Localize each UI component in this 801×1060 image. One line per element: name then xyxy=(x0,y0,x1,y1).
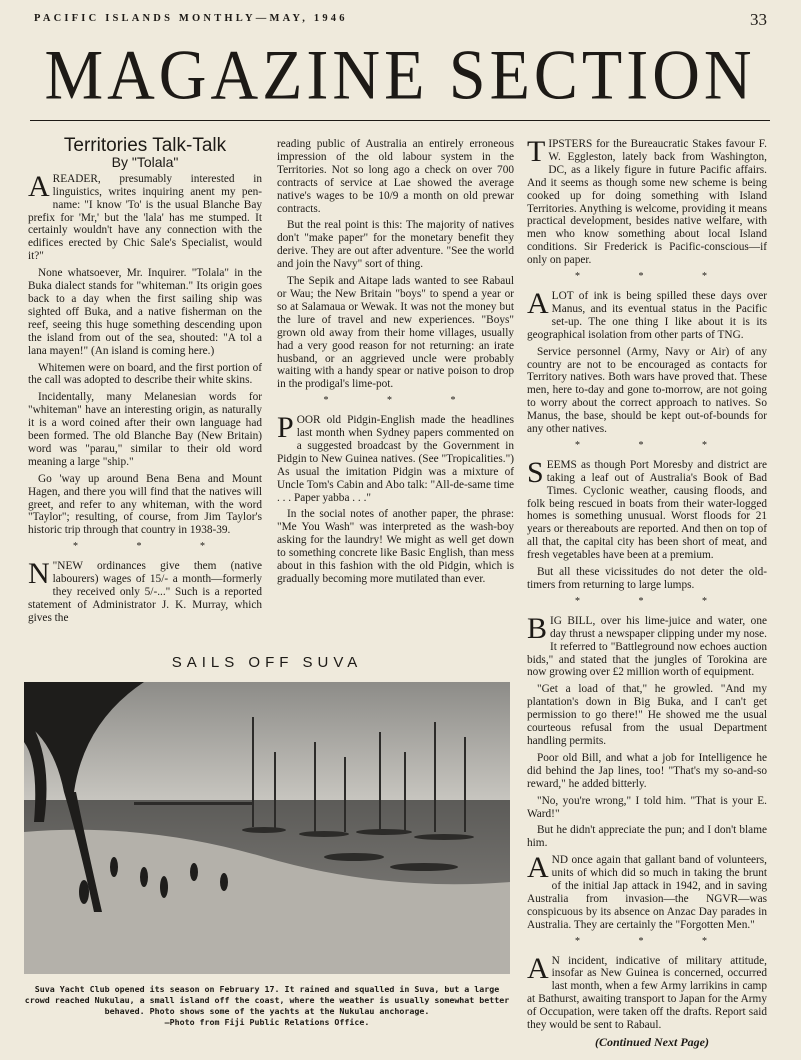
section-separator: * * * xyxy=(575,935,735,947)
paragraph: In the social notes of another paper, the phrase: "Me You Wash" was interpreted as the wash-boy asking for the laundry! We might as well get down to something concrete like Basic English, than mess about in this fashion with the old Pidgin, which is gradually becoming more mutilated than ever. xyxy=(277,508,514,585)
paragraph: But he didn't appreciate the pun; and I don't blame him. xyxy=(527,824,767,850)
paragraph: reading public of Australia an entirely erroneous impression of the old labour system in the Territories. Not so long ago a check on over 700 contracts of service at Lae showed the average native's wages to be 10/9 a month on old prewar contracts. xyxy=(277,138,514,215)
paragraph: SEEMS as though Port Moresby and district are taking a leaf out of Australia's Book of Bad Times. Cyclonic weather, causing floods, and folk being rescued in boats from their water-logged homes is something unusual. Worst floods for 21 years or thereabouts are reported. And then on top of all that, the capital city has been short of meat, and fresh vegetables have been at a premium. xyxy=(527,455,767,562)
section-separator: * * * xyxy=(323,395,484,407)
paragraph: Go 'way up around Bena Bena and Mount Hagen, and there you will find that the natives will greet, and refer to any whiteman, with the word "Taylor"; resulting, of course, from Jim Taylor's historic trip through that country in 1938-39. xyxy=(28,472,262,537)
drop-cap: A xyxy=(527,851,549,885)
section-separator: * * * xyxy=(73,541,233,553)
yachts-photo xyxy=(24,682,510,974)
drop-cap: A xyxy=(527,286,549,320)
column-2 xyxy=(277,138,514,590)
paragraph: AREADER, presumably interested in linguistics, writes inquiring anent my pen-name: "I know 'To' is the usual Blanche Bay prefix for 'Mr,' but the 'lala' has me stumped. It certainly wouldn't have any connection with the edifices erected by Chic Sale's Specialist, would it?" xyxy=(28,169,262,263)
paragraph: POOR old Pidgin-English made the headlines last month when Sydney papers commented on a suggested broadcast by the Government in Pidgin to New Guinea natives. (See "Tropicalities.") As usual the imitation Pidgin was a mixture of Uncle Tom's Cabin and Abo talk: "All-de-same time . . . Paper yabba . . ." xyxy=(277,411,514,504)
paragraph: Whitemen were on board, and the first portion of the call was adopted to describe their white skins. xyxy=(28,361,262,387)
continued-notice: (Continued Next Page) xyxy=(595,1035,709,1049)
yachts-photo-illustration xyxy=(24,682,510,974)
paragraph: TIPSTERS for the Bureaucratic Stakes favour F. W. Eggleston, lately back from Washington, DC, as a likely figure in future Pacific affairs. And it seems as though some new scheme is being cooked up for doing something with Island Territories. Anything is welcome, providing it means practical development, besides native welfare, with men who know something about local Island conditions. Sir Frederick is Pacific-conscious—if only on paper. xyxy=(527,135,767,267)
photo-caption xyxy=(24,984,510,1028)
article-title: Territories Talk-Talk xyxy=(63,135,227,156)
column-1 xyxy=(28,135,262,629)
article-byline: By "Tolala" xyxy=(111,153,179,170)
paragraph: Incidentally, many Melanesian words for "whiteman" have an interesting origin, as naturally it is a word coined after their own language had been formed. The old Blanche Bay (New Britain) word was "parau," similar to their old word meaning a large "ship." xyxy=(28,391,262,468)
photo-feature-heading: SAILS OFF SUVA xyxy=(171,654,363,671)
paragraph: But the real point is this: The majority of natives don't "make paper" for the monetary benefit they derive. They are out after adventure. "See the world and join the Navy" sort of thing. xyxy=(277,219,514,271)
paragraph: ALOT of ink is being spilled these days over Manus, and its eventual status in the Pacific set-up. The one thing I like about it is its geographical isolation from other parts of TNG. xyxy=(527,286,767,341)
drop-cap: S xyxy=(527,455,544,489)
section-separator: * * * xyxy=(575,439,735,451)
photo-credit: —Photo from Fiji Public Relations Office. xyxy=(164,1017,370,1027)
section-separator: * * * xyxy=(575,271,735,283)
paragraph: Service personnel (Army, Navy or Air) of any country are not to be encouraged as contacts for Territory natives. Both wars have proved that. These men, here to-day and gone to-morrow, are not going to worry about the correct approach to natives. So Manus, the base, should be kept out-of-bounds for any other natives. xyxy=(527,345,767,436)
paragraph: But all these vicissitudes do not deter the old-timers from returning to large lumps. xyxy=(527,566,767,591)
section-separator: * * * xyxy=(575,595,735,607)
running-head-title: PACIFIC ISLANDS MONTHLY—MAY, 1946 xyxy=(34,13,348,24)
drop-cap: T xyxy=(527,135,546,168)
column-3 xyxy=(527,135,767,1053)
drop-cap: A xyxy=(527,951,549,985)
paragraph: "Get a load of that," he growled. "And my plantation's down in Big Buka, and I can't get permission to go there!" He showed me the usual courteous refusal from the usual Department handling permits. xyxy=(527,683,767,747)
masthead-rule xyxy=(30,120,770,121)
paragraph: A N incident, indicative of military attitude, insofar as New Guinea is concerned, occurred last month, when a few Army larrikins in camp at Bathurst, awaiting transport to Japan for the Army of Occupation, were taken off the drafts. Report said they would be sent to Rabaul. xyxy=(527,951,767,1032)
paragraph: The Sepik and Aitape lads wanted to see Rabaul or Wau; the New Britain "boys" to spend a year or so at Salamaua or Wewak. It was not the money but the lure of travel and new experiences. "Boys" grown old away from their home villages, usually had a very good reason for not returning: an irate husband, or an aggrieved uncle were probably waiting with a handy spear or native poison to drop in the prodigal's lime-pot. xyxy=(277,275,514,391)
drop-cap: B xyxy=(527,611,548,645)
paragraph: "No, you're wrong," I told him. "That is your E. Ward!" xyxy=(527,794,767,820)
running-head xyxy=(34,10,767,30)
drop-cap: A xyxy=(28,169,50,203)
page-number: 33 xyxy=(750,10,767,29)
masthead: MAGAZINE SECTION xyxy=(44,36,756,115)
paragraph: BIG BILL, over his lime-juice and water, one day thrust a newspaper clipping under my nose. It referred to "Battleground now echoes auction bids," and stated that the jungles of Torokina are now growing over £2 million worth of equipment. xyxy=(527,611,767,679)
paragraph: None whatsoever, Mr. Inquirer. "Tolala" in the Buka dialect stands for "whiteman." Its origin goes back to a day when the first sailing ship was sighted off Buka, and a native fisherman on the reef, seeing this huge something descending upon the island from out of the sea, shouted: "A tol a lana mayen!" (An island is coming here.) xyxy=(28,267,262,357)
caption-text: Suva Yacht Club opened its season on February 17. It rained and squalled in Suva, but a large crowd reached Nukulau, a small island off the coast, where the weather is usually somewhat better behaved. Photo shows some of the yachts at the Nukulau anchorage. xyxy=(24,984,510,1016)
paragraph: AND once again that gallant band of volunteers, units of which did so much in taking the brunt of the initial Jap attack in 1942, and in saving Australia from invasion—the NGVR—was conspicuous by its absence on Anzac Day parades in Australia. They are certainly the "Forgotten Men." xyxy=(527,851,767,931)
paragraph: N "NEW ordinances give them (native labourers) wages of 15/- a month—formerly they received only 5/-..." Such is a reported statement of Administrator J. K. Murray, which gives the xyxy=(28,557,262,624)
drop-cap: P xyxy=(277,411,294,445)
paragraph: Poor old Bill, and what a job for Intelligence he did behind the Jap lines, too! "That's my so-and-so reward," he added bitterly. xyxy=(527,751,767,790)
drop-cap: N xyxy=(28,557,50,591)
